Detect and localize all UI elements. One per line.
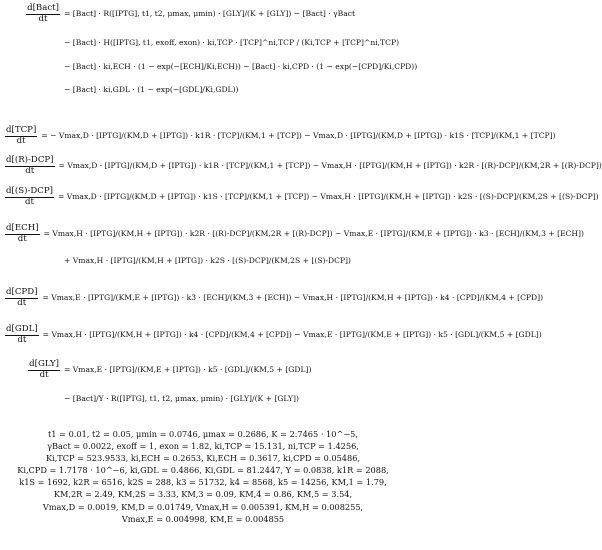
equation-line: − [Bact]/Y · R([IPTG], t1, t2, μmax, μmin) · [GLY]/(K + [GLY]) — [64, 394, 299, 403]
lhs-denominator: dt — [17, 334, 27, 345]
lhs-denominator: dt — [17, 233, 27, 244]
parameter-line: Ki,CPD = 1.7178 · 10^−6, ki,GDL = 0.4866, Ki,GDL = 81.2447, Y = 0.0838, k1R = 2088, — [17, 465, 389, 476]
lhs-numerator: d[TCP] — [6, 125, 37, 135]
equation-line: = Vmax,H · [IPTG]/(KM,H + [IPTG]) · k4 · [CPD]/(KM,4 + [CPD]) − Vmax,E · [IPTG]/(KM,E + [IPTG]) · k5 · [GDL]/(KM,5 + [GDL]) — [42, 330, 542, 340]
lhs-denominator: dt — [24, 196, 34, 207]
equation-cpd — [4, 287, 544, 308]
lhs-denominator: dt — [39, 369, 49, 380]
lhs-numerator: d[(S)-DCP] — [6, 186, 53, 196]
parameter-line: t1 = 0.01, t2 = 0.05, μmin = 0.0746, μmax = 0.2686, K = 2.7465 · 10^−5, — [48, 429, 358, 439]
equation-ech — [4, 223, 584, 266]
equation-bact — [4, 3, 418, 95]
equation-tcp — [4, 125, 556, 146]
parameter-line: Vmax,E = 0.004998, KM,E = 0.004855 — [121, 513, 285, 524]
equation-line: = − Vmax,D · [IPTG]/(KM,D + [IPTG]) · k1R · [TCP]/(KM,1 + [TCP]) − Vmax,D · [IPTG]/(KM,D + [IPTG]) · k1S · [TCP]/(KM,1 + [TCP]) — [41, 131, 556, 141]
equation-line: = Vmax,D · [IPTG]/(KM,D + [IPTG]) · k1R · [TCP]/(KM,1 + [TCP]) − Vmax,H · [IPTG]/(KM,H + [IPTG]) · k2R · [(R)-DCP]/(KM,2R + [(R)-DCP]) — [58, 161, 602, 171]
equation-s-dcp — [4, 186, 599, 207]
equation-line: − [Bact] · ki,GDL · (1 − exp(−[GDL]/Ki,GDL)) — [64, 85, 239, 94]
lhs-numerator: d[CPD] — [6, 287, 38, 297]
equation-gly — [4, 360, 402, 404]
lhs-numerator: d[(R)-DCP] — [6, 155, 54, 165]
parameter-line: Vmax,D = 0.0019, KM,D = 0.01749, Vmax,H = 0.005391, KM,H = 0.008255, — [42, 501, 364, 512]
equation-line: = [Bact] · R([IPTG], t1, t2, μmax, μmin) · [GLY]/(K + [GLY]) − [Bact] · γBact — [64, 9, 356, 19]
equation-line: − [Bact] · ki,ECH · (1 − exp(−[ECH]/Ki,ECH)) − [Bact] · ki,CPD · (1 − exp(−[CPD]/Ki,CPD)) — [64, 61, 418, 71]
equation-gdl — [4, 324, 542, 345]
equation-line: = Vmax,H · [IPTG]/(KM,H + [IPTG]) · k2R · [(R)-DCP]/(KM,2R + [(R)-DCP]) − Vmax,E · [IPTG]/(KM,E + [IPTG]) · k3 · [ECH]/(KM,3 + [ECH]) — [43, 229, 584, 239]
lhs-denominator: dt — [25, 165, 35, 176]
parameter-line: KM,2R = 2.49, KM,2S = 3.33, KM,3 = 0.09, KM,4 = 0.86, KM,5 = 3.54, — [53, 489, 353, 500]
lhs-numerator: d[ECH] — [6, 223, 39, 233]
equation-line: + Vmax,H · [IPTG]/(KM,H + [IPTG]) · k2S · [(S)-DCP]/(KM,2S + [(S)-DCP]) — [64, 256, 351, 265]
equation-r-dcp — [4, 155, 602, 176]
equation-line: = Vmax,E · [IPTG]/(KM,E + [IPTG]) · k3 · [ECH]/(KM,3 + [ECH]) − Vmax,H · [IPTG]/(KM,H + [IPTG]) · k4 · [CPD]/(KM,4 + [CPD]) — [42, 293, 544, 303]
parameter-line: k1S = 1692, k2R = 6516, k2S = 288, k3 = 51732, k4 = 8568, k5 = 14256, KM,1 = 1.79, — [19, 477, 387, 488]
lhs-numerator: d[GDL] — [6, 324, 38, 334]
equation-line: − [Bact] · H([IPTG], t1, exoff, exon) · ki,TCP · [TCP]^ni,TCP / (Ki,TCP + [TCP]^ni,TCP) — [64, 38, 400, 47]
parameter-line: γBact = 0.0022, exoff = 1, exon = 1.82, ki,TCP = 15.131, ni,TCP = 1.4256, — [47, 441, 359, 452]
parameter-line: Ki,TCP = 523.9533, ki,ECH = 0.2653, Ki,ECH = 0.3617, ki,CPD = 0.05486, — [45, 453, 361, 464]
lhs-numerator: d[GLY] — [29, 359, 59, 369]
lhs-denominator: dt — [16, 135, 26, 146]
equation-line: = Vmax,D · [IPTG]/(KM,D + [IPTG]) · k1S · [TCP]/(KM,1 + [TCP]) − Vmax,H · [IPTG]/(KM,H + [IPTG]) · k2S · [(S)-DCP]/(KM,2S + [(S)-DCP]) — [57, 192, 599, 202]
lhs-denominator: dt — [38, 13, 48, 24]
parameter-list — [4, 428, 402, 525]
equation-line: = Vmax,E · [IPTG]/(KM,E + [IPTG]) · k5 · [GDL]/(KM,5 + [GDL]) — [64, 365, 312, 375]
lhs-numerator: d[Bact] — [27, 3, 59, 13]
lhs-denominator: dt — [17, 297, 27, 308]
